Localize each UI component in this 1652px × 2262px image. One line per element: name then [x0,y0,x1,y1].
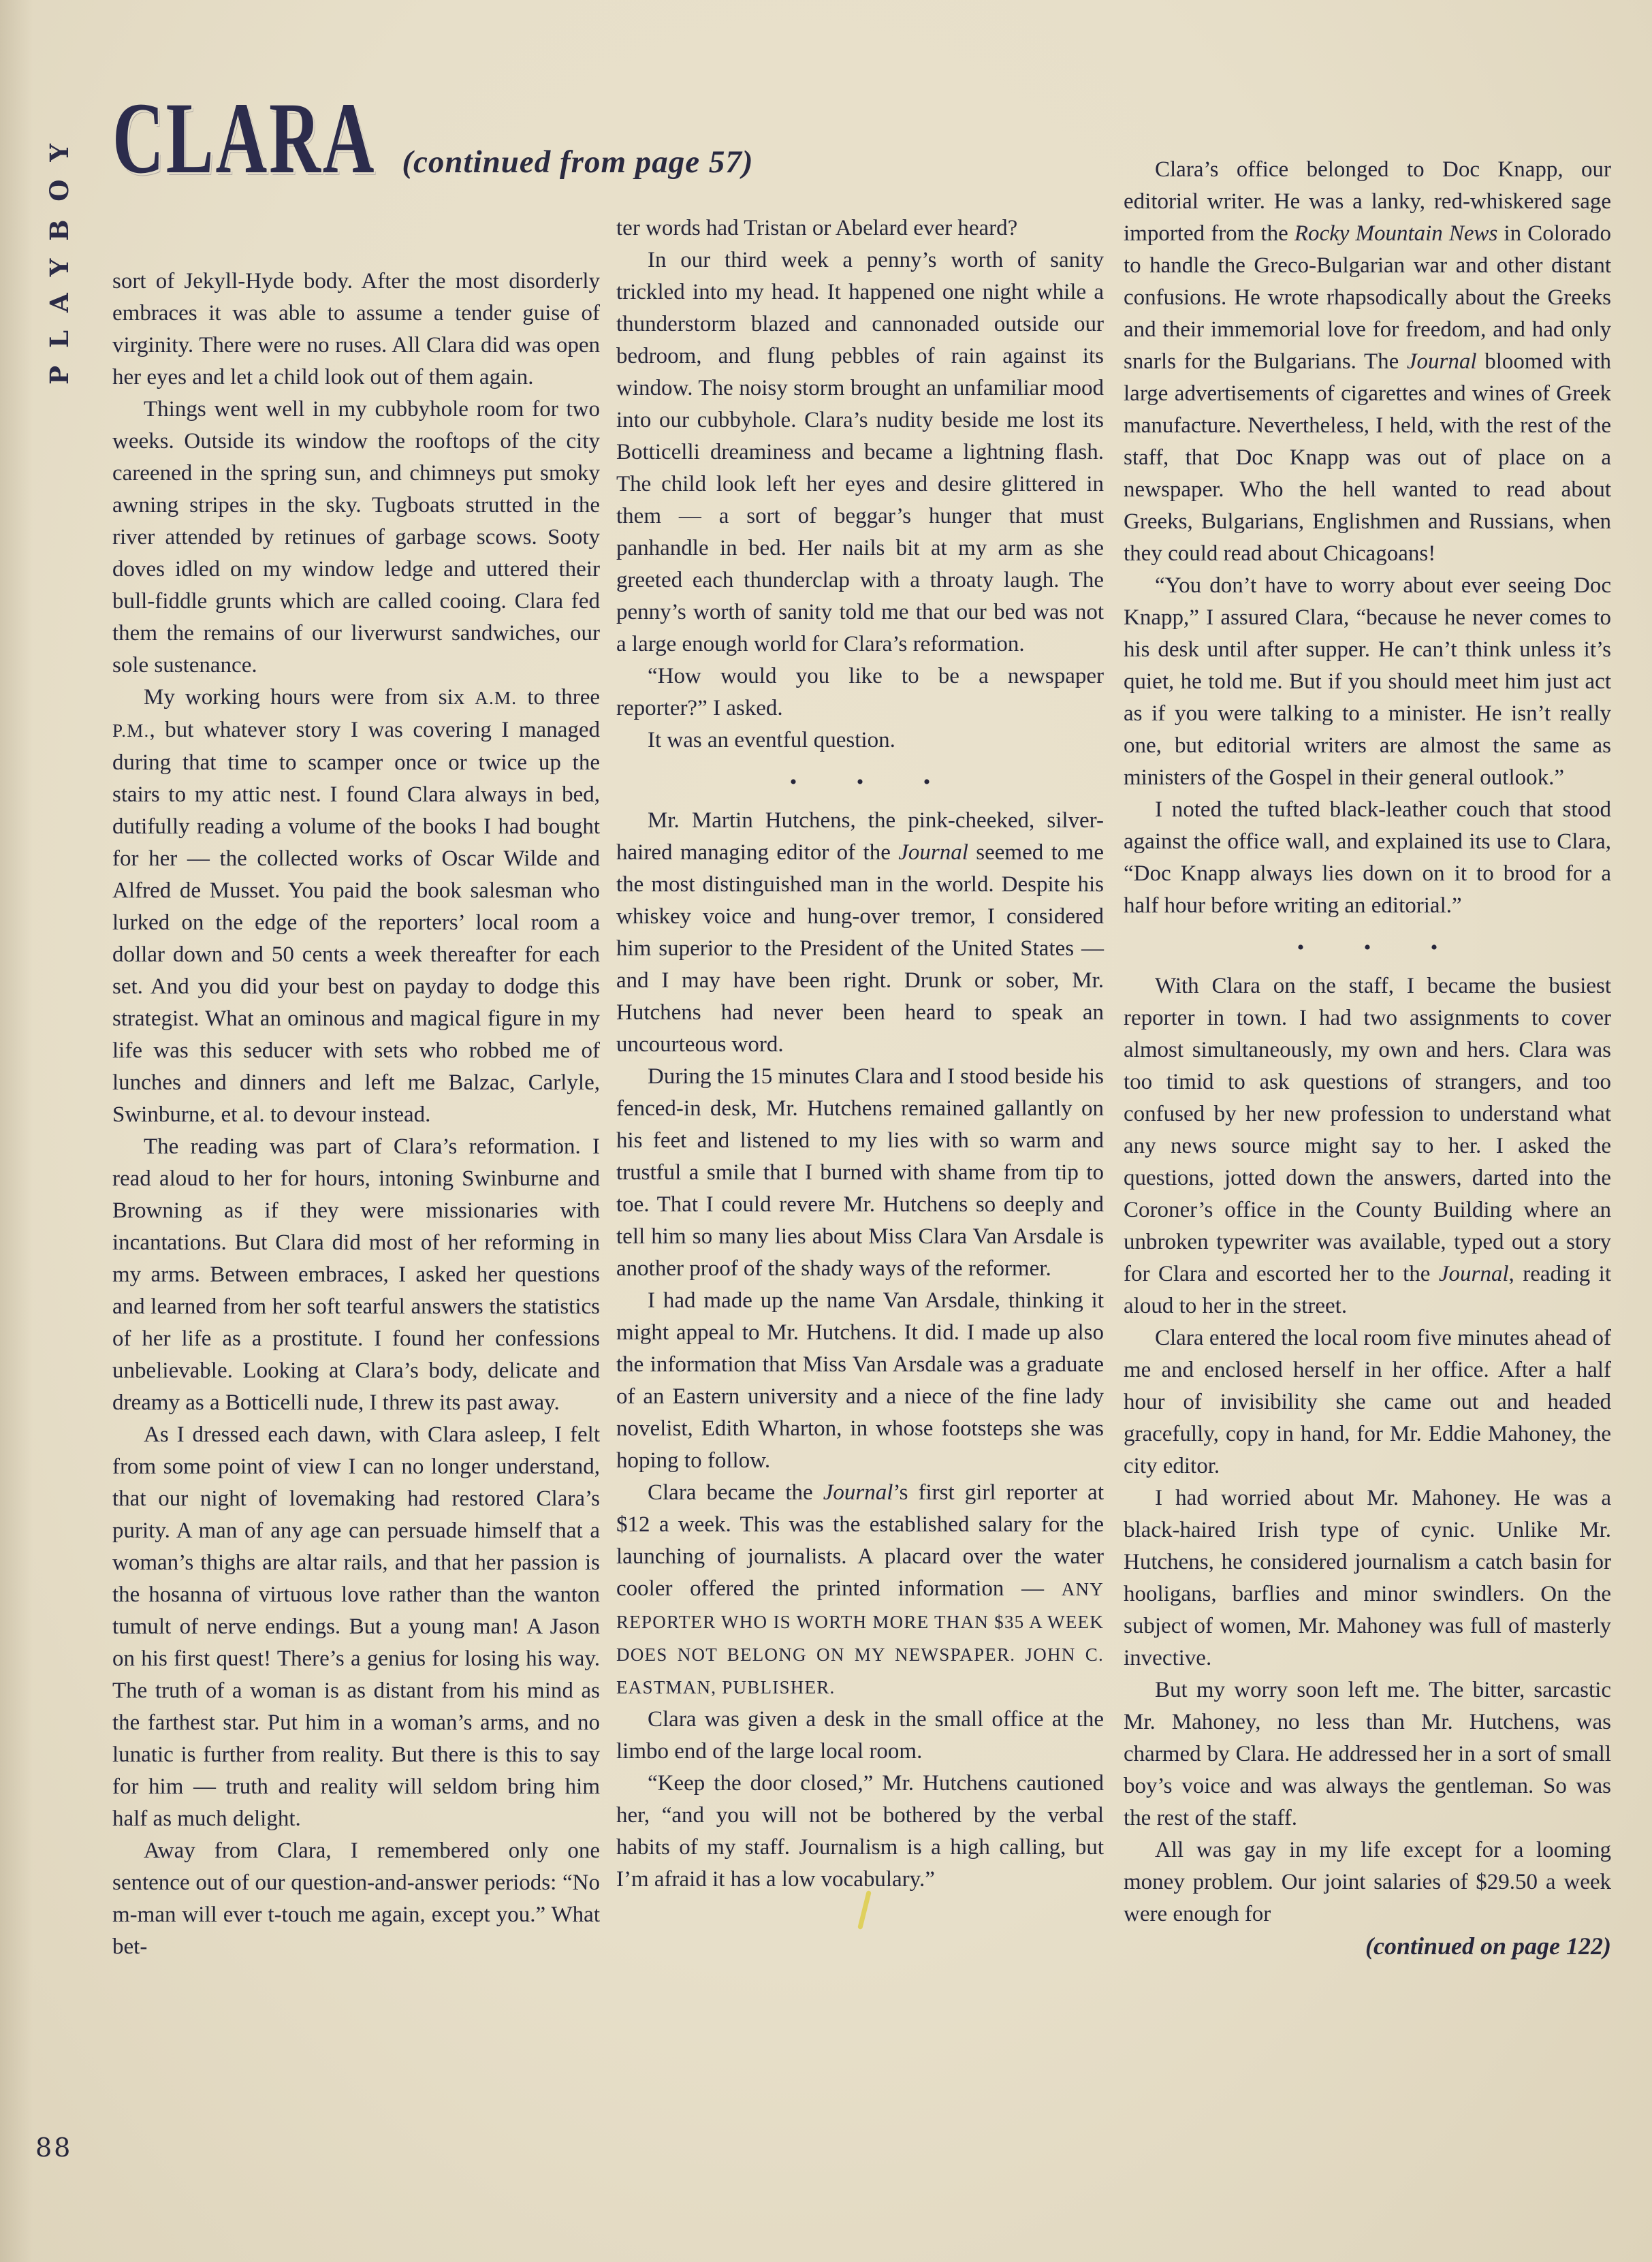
paragraph [616,244,1104,660]
text-run: In our third week a penny’s worth of sanity trickled into my head. It happened one night while a thunderstorm blazed and cannonaded outside our bedroom, and flung pebbles of rain against its window. The noisy storm brought an unfamiliar mood into our cubbyhole. Clara’s nudity beside me lost its Botticelli dreaminess and became a lightning flash. The child look left her eyes and desire glittered in them — a sort of beggar’s hunger that must panhandle in bed. Her nails bit at my arm as she greeted each thunderclap with a throaty laugh. The penny’s worth of sanity told me that our bed was not a large enough world for Clara’s reformation. [616,248,1104,656]
text-run: ter words had Tristan or Abelard ever heard? [616,216,1018,240]
paragraph [1124,154,1611,570]
paragraph [1124,1674,1611,1834]
text-run: in Colorado to handle the Greco-Bulgarian war and other distant confusions. He wrote rhapsodically about the Greeks and their immemorial love for freedom, and had only snarls for the Bulgarians. The [1124,221,1612,374]
paragraph [112,1131,600,1419]
paragraph [1124,570,1611,794]
text-run: My working hours were from six [144,685,475,710]
text-run: Journal [1438,1262,1509,1286]
text-run: P.M. [112,720,150,741]
text-run: It was an eventful question. [648,728,895,752]
text-run: Journal [898,840,968,865]
text-run: Things went well in my cubbyhole room for two weeks. Outside its window the rooftops of the city careened in the spring sun, and chimneys put smoky awning stripes in the sky. Tugboats strutted in the river attended by retinues of garbage scows. Sooty doves idled on my window ledge and uttered their bull-fiddle grunts which are called cooing. Clara fed them the remains of our liverwurst sandwiches, our sole sustenance. [112,397,600,678]
text-run: Mr. Martin Hutchens, the pink-cheeked, silver-haired managing editor of the [616,808,1104,865]
text-run: As I dressed each dawn, with Clara asleep, I felt from some point of view I can no longer understand, that our night of lovemaking had restored Clara’s purity. A man of any age can persuade himself that a woman’s thighs are altar rails, and that her passion is the hosanna of virtuous love rather than the wanton tumult of nerve endings. But a young man! A Jason on his first quest! There’s a genius for losing his way. The truth of a woman is as distant from his mind as the farthest star. Put him in a woman’s arms, and no lunatic is further from reality. But there is this to say for him — truth and reality will seldom bring him half as much delight. [112,1422,600,1831]
continued-on-note: (continued on page 122) [1365,1932,1611,1960]
text-run: With Clara on the staff, I became the busiest reporter in town. I had two assignments to cover almost simultaneously, my own and hers. Clara was too timid to ask questions of strangers, and too confused by her new profession to understand what any news source might say to her. I asked the questions, jotted down the answers, darted into the Coroner’s office in the County Building where an unbroken typewriter was available, typed out a story for Clara and escorted her to the [1124,974,1611,1286]
paragraph [112,1419,600,1835]
text-run: ANY REPORTER WHO IS WORTH MORE THAN $35 A WEEK DOES NOT BELONG ON MY NEWSPAPER. JOHN C. EASTMAN, PUBLISHER. [616,1579,1104,1698]
magazine-brand-vertical: PLAYBOY [44,126,74,385]
text-run: “How would you like to be a newspaper reporter?” I asked. [616,664,1104,720]
text-run: I had worried about Mr. Mahoney. He was a black-haired Irish type of cynic. Unlike Mr. Hutchens, he considered journalism a catch basin for hooligans, barflies and minor swindlers. On the subject of women, Mr. Mahoney was full of masterly invective. [1124,1486,1611,1670]
article-header [112,82,754,195]
text-run: Clara became the [648,1480,823,1505]
section-separator: • • • [789,771,958,793]
paragraph [616,1704,1104,1768]
text-run: But my worry soon left me. The bitter, sarcastic Mr. Mahoney, no less than Mr. Hutchens, was charmed by Clara. He addressed her in a sort of small boy’s voice and was always the gentleman. So was the rest of the staff. [1124,1678,1611,1830]
text-run: ’s first girl reporter at $12 a week. This was the established salary for the launching of journalists. A placard over the water cooler offered the printed information — [616,1480,1104,1601]
paragraph [616,1768,1104,1896]
text-run: A.M. [475,688,518,708]
text-run: All was gay in my life except for a looming money problem. Our joint salaries of $29.50 a week were enough for [1124,1838,1611,1926]
continued-from-note: (continued from page 57) [402,144,754,180]
paragraph [112,266,600,394]
text-column-3 [1124,154,1611,1962]
text-run: sort of Jekyll-Hyde body. After the most disorderly embraces it was able to assume a tender guise of virginity. There were no ruses. All Clara did was open her eyes and let a child look out of them again. [112,269,600,389]
paragraph [1124,1834,1611,1930]
paragraph [616,660,1104,724]
paragraph [616,805,1104,1061]
paragraph [1124,794,1611,922]
text-run: Clara entered the local room five minutes ahead of me and enclosed herself in her office. After a half hour of invisibility she came out and headed gracefully, copy in hand, for Mr. Eddie Mahoney, the city editor. [1124,1326,1611,1478]
text-column-1 [112,266,600,1963]
paragraph [616,1061,1104,1285]
paragraph [112,394,600,682]
text-run: Journal [823,1480,893,1505]
text-run: “You don’t have to worry about ever seeing Doc Knapp,” I assured Clara, “because he never comes to his desk until after supper. He can’t think unless it’s quiet, he told me. But if you should meet him just act as if you were talking to a minister. He isn’t really one, but editorial writers are almost the same as ministers of the Gospel in their general outlook.” [1124,573,1611,790]
text-run: Clara’s office belonged to Doc Knapp, our editorial writer. He was a lanky, red-whiskered sage imported from the [1124,157,1611,246]
yellow-pen-mark [857,1890,872,1930]
text-run: Away from Clara, I remembered only one sentence out of our question-and-answer periods: “No m-man will ever t-touch me again, except you.” What bet- [112,1838,600,1959]
text-run: During the 15 minutes Clara and I stood beside his fenced-in desk, Mr. Hutchens remained gallantly on his feet and listened to my lies with so warm and trustful a smile that I burned with shame from tip to toe. That I could revere Mr. Hutchens so deeply and tell him so many lies about Miss Clara Van Arsdale is another proof of the shady ways of the reformer. [616,1064,1104,1281]
paragraph [112,682,600,1131]
paragraph [616,212,1104,244]
paragraph [1124,1482,1611,1674]
paragraph [616,1477,1104,1704]
text-run: “Keep the door closed,” Mr. Hutchens cautioned her, “and you will not be bothered by the verbal habits of my staff. Journalism is a high calling, but I’m afraid it has a low vocabulary.” [616,1771,1104,1892]
paragraph [1124,970,1611,1322]
section-separator: • • • [1297,936,1465,959]
text-run: The reading was part of Clara’s reformation. I read aloud to her for hours, intoning Swinburne and Browning as if they were missionaries with incantations. But Clara did most of her reforming in my arms. Between embraces, I asked her questions and learned from her soft tearful answers the statistics of her life as a prostitute. I found her confessions unbelievable. Looking at Clara’s body, delicate and dreamy as a Botticelli nude, I threw its past away. [112,1134,600,1415]
text-run: to three [517,685,600,710]
text-column-2 [616,212,1104,1896]
text-run: Clara was given a desk in the small office at the limbo end of the large local room. [616,1707,1104,1764]
text-run: I noted the tufted black-leather couch that stood against the office wall, and explained its use to Clara, “Doc Knapp always lies down on it to brood for a half hour before writing an editorial.” [1124,797,1611,918]
paragraph [1124,1322,1611,1482]
page-number: 88 [35,2133,73,2163]
paragraph [616,1285,1104,1477]
paragraph [616,724,1104,756]
text-run: bloomed with large advertisements of cigarettes and wines of Greek manufacture. Nevertheless, I held, with the rest of the staff, that Doc Knapp was out of place on a newspaper. Who the hell wanted to read about Greeks, Bulgarians, Englishmen and Russians, when they could read about Chicagoans! [1124,349,1612,566]
text-run: , reading it aloud to her in the street. [1124,1262,1611,1318]
text-run: Rocky Mountain News [1294,221,1498,246]
page-gutter-shade [0,0,33,2262]
text-run: seemed to me the most distinguished man in the world. Despite his whiskey voice and hung-over tremor, I considered him superior to the President of the United States — and I may have been right. Drunk or sober, Mr. Hutchens had never been heard to speak an uncourteous word. [616,840,1104,1057]
article-title: CLARA [112,82,377,195]
paragraph [112,1835,600,1963]
text-run: Journal [1406,349,1477,374]
text-run: I had made up the name Van Arsdale, thinking it might appeal to Mr. Hutchens. It did. I made up also the information that Miss Van Arsdale was a graduate of an Eastern university and a niece of the fine lady novelist, Edith Wharton, in whose footsteps she was hoping to follow. [616,1288,1104,1473]
text-run: , but whatever story I was covering I managed during that time to scamper once or twice up the stairs to my attic nest. I found Clara always in bed, dutifully reading a volume of the books I had bought for her — the collected works of Oscar Wilde and Alfred de Musset. You paid the book salesman who lurked on the edge of the reporters’ local room a dollar down and 50 cents a week thereafter for each set. And you did your best on payday to dodge this strategist. What an ominous and magical figure in my life was this seducer with sets who robbed me of lunches and dinners and left me Balzac, Carlyle, Swinburne, et al. to devour instead. [112,718,600,1127]
